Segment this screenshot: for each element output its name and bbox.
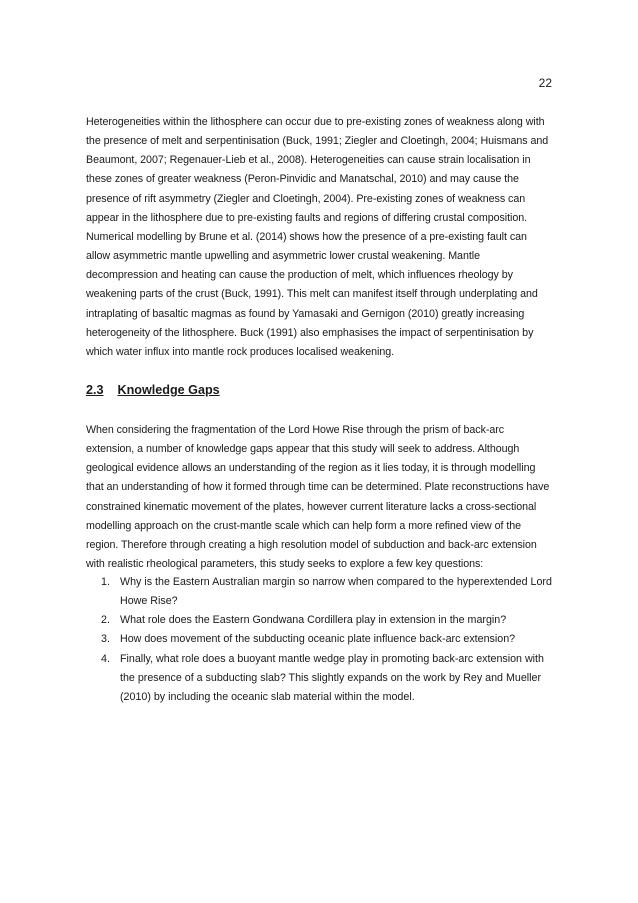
text-line: region. Therefore through creating a high resolution model of subduction and back-arc extension — [86, 538, 537, 551]
text-line: presence of rift asymmetry (Ziegler and Cloetingh, 2004). Pre-existing zones of weakness can — [86, 192, 526, 205]
text-line: decompression and heating can cause the production of melt, which influences rheology by — [86, 269, 513, 282]
list-item-number: 3. — [101, 633, 110, 646]
text-line: Why is the Eastern Australian margin so narrow when compared to the hyperextended Lord — [120, 576, 552, 588]
text-line: intraplating of basaltic magmas as found by Yamasaki and Gernigon (2010) greatly increasing — [86, 307, 525, 320]
text-line: geological evidence allows an understanding of the region as it lies today, it is through modelling — [86, 462, 536, 475]
text-line: How does movement of the subducting oceanic plate influence back-arc extension? — [120, 633, 516, 646]
list-item-number: 2. — [101, 614, 110, 627]
text-line: constrained kinematic movement of the plates, however current literature lacks a cross-sectional — [86, 500, 537, 513]
text-line: the presence of melt and serpentinisation (Buck, 1991; Ziegler and Cloetingh, 2004; Huismans and — [86, 135, 549, 148]
list-item — [86, 573, 556, 611]
text-line: extension, a number of knowledge gaps appear that this study will seek to address. Although — [86, 443, 520, 456]
text-line: these zones of greater weakness (Peron-Pinvidic and Manatschal, 2010) and may cause the — [86, 173, 519, 186]
questions-list — [86, 573, 556, 707]
page-number: 22 — [538, 76, 552, 90]
text-line: allow asymmetric mantle upwelling and asymmetric lower crustal weakening. Mantle — [86, 250, 480, 263]
text-line: modelling approach on the crust-mantle scale which can help form a more refined view of the — [86, 519, 522, 532]
text-line: (2010) by including the oceanic slab material within the model. — [120, 690, 415, 703]
list-item-number: 1. — [101, 576, 110, 588]
list-item — [86, 650, 556, 707]
list-item — [86, 630, 556, 649]
section-number: 2.3 — [86, 383, 104, 397]
text-line: appear in the lithosphere due to pre-existing faults and regions of differing crustal composition. — [86, 211, 528, 224]
paragraph-heterogeneities — [86, 113, 556, 362]
text-line: Heterogeneities within the lithosphere can occur due to pre-existing zones of weakness along with — [86, 116, 545, 128]
text-line: the presence of a subducting slab? This slightly expands on the work by Rey and Mueller — [120, 671, 542, 684]
text-line: What role does the Eastern Gondwana Cordillera play in extension in the margin? — [120, 614, 507, 627]
section-title: Knowledge Gaps — [117, 383, 220, 397]
text-line: Beaumont, 2007; Regenauer-Lieb et al., 2008). Heterogeneities can cause strain localisation in — [86, 154, 531, 167]
text-line: that an understanding of how it formed through time can be determined. Plate reconstructions have — [86, 481, 550, 494]
text-line: Finally, what role does a buoyant mantle wedge play in promoting back-arc extension with — [120, 652, 544, 665]
text-line: When considering the fragmentation of the Lord Howe Rise through the prism of back-arc — [86, 424, 505, 436]
paragraph-knowledge-gaps — [86, 421, 556, 574]
section-heading — [86, 382, 220, 398]
text-line: Howe Rise? — [120, 595, 178, 608]
text-line: weakening parts of the crust (Buck, 1991). This melt can manifest itself through underplating and — [86, 288, 538, 301]
text-line: heterogeneity of the lithosphere. Buck (1991) also emphasises the impact of serpentinisation by — [86, 326, 534, 339]
text-line: which water influx into mantle rock produces localised weakening. — [86, 345, 395, 358]
list-item-number: 4. — [101, 652, 110, 665]
text-line: with realistic rheological parameters, this study seeks to explore a few key questions: — [86, 558, 484, 571]
list-item — [86, 611, 556, 630]
text-line: Numerical modelling by Brune et al. (2014) shows how the presence of a pre-existing fault can — [86, 230, 527, 243]
